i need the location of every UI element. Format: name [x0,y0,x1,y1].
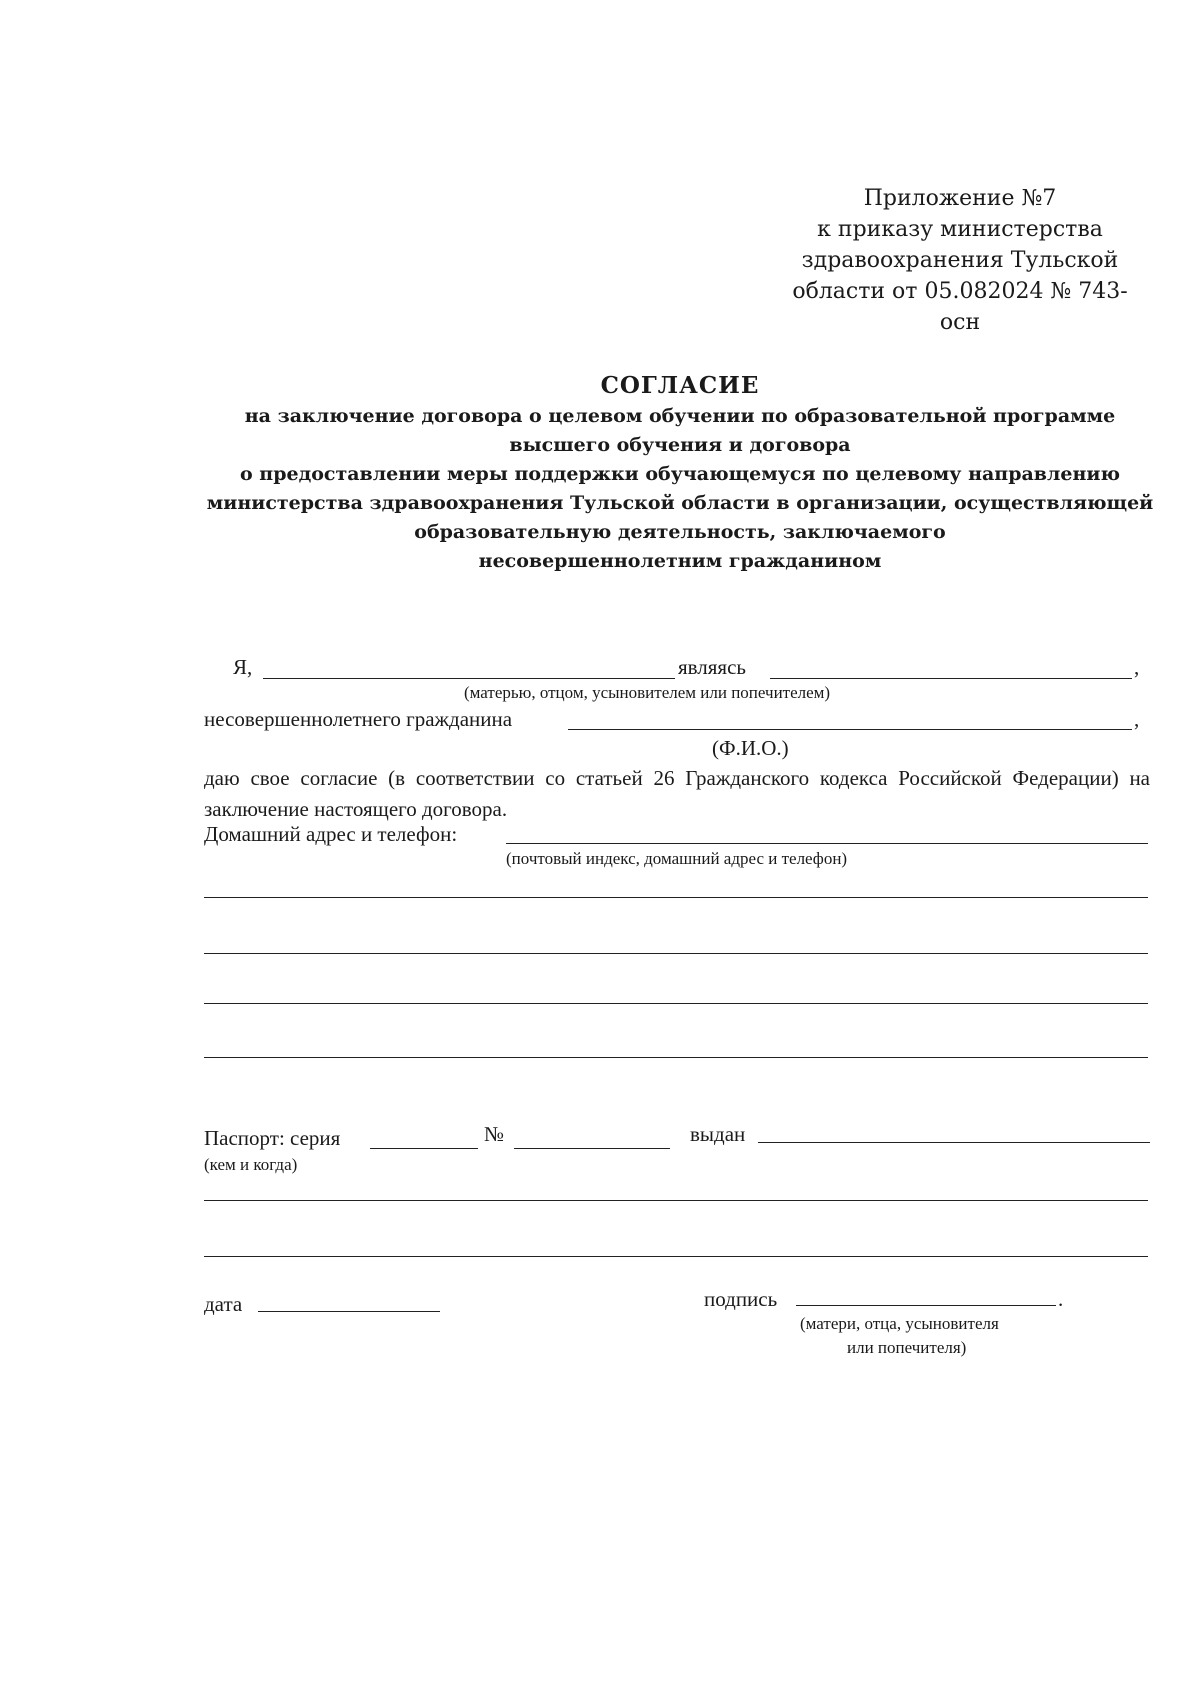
signature-field[interactable] [796,1305,1056,1306]
issued-caption: (кем и когда) [204,1155,298,1174]
yavlyayas-label: являясь [678,655,746,679]
passport-issued-field[interactable] [758,1142,1150,1143]
signature-caption-line-1: (матери, отца, усыновителя [800,1314,999,1333]
issued-label: выдан [690,1122,746,1146]
signature-end: . [1058,1287,1064,1311]
appendix-line: Приложение №7 [863,186,1057,211]
parent-role-caption: (матерью, отцом, усыновителем или попечителем) [464,683,831,702]
title-main: СОГЛАСИЕ [600,372,760,399]
minor-label: несовершеннолетнего гражданина [204,707,513,731]
date-label: дата [204,1292,243,1316]
address-caption: (почтовый индекс, домашний адрес и телефон) [506,849,848,868]
ya-label: Я, [233,655,253,679]
passport-number-field[interactable] [514,1148,670,1149]
passport-series-field[interactable] [370,1148,478,1149]
issued-line[interactable] [204,1256,1148,1257]
address-line[interactable] [204,897,1148,898]
signature-label: подпись [704,1287,778,1311]
date-field[interactable] [258,1311,440,1312]
passport-label: Паспорт: серия [204,1126,341,1150]
title-sub-line: о предоставлении меры поддержки обучающемуся по целевому направлению [240,463,1120,485]
parent-role-field[interactable] [770,678,1132,679]
address-line[interactable] [204,1057,1148,1058]
address-line[interactable] [204,1003,1148,1004]
appendix-header [780,183,1140,338]
number-label: № [484,1122,505,1146]
appendix-line: осн [939,310,981,335]
comma: , [1134,707,1140,731]
title-sub-line: образовательную деятельность, заключаемого [414,521,946,543]
address-line[interactable] [204,953,1148,954]
fio-caption: (Ф.И.О.) [712,736,789,760]
comma: , [1134,655,1140,679]
issued-line[interactable] [204,1200,1148,1201]
consent-text: даю свое согласие (в соответствии со статьей 26 Гражданского кодекса Российской Федерации) на заключение настоящего договора. [204,766,1150,821]
appendix-line: к приказу министерства [817,217,1103,242]
address-label: Домашний адрес и телефон: [204,822,458,846]
minor-name-field[interactable] [568,729,1132,730]
title-sub-line: несовершеннолетним гражданином [478,550,882,572]
parent-name-field[interactable] [263,678,675,679]
title-sub-line: министерства здравоохранения Тульской области в организации, осуществляющей [206,492,1154,514]
title-sub-line: на заключение договора о целевом обучении по образовательной программе [244,405,1116,427]
title-sub-line: высшего обучения и договора [509,434,851,456]
document-title [180,370,1180,576]
appendix-line: здравоохранения Тульской [801,248,1119,273]
signature-caption-line-2: или попечителя) [847,1338,967,1357]
appendix-line: области от 05.082024 № 743- [792,279,1128,304]
address-field[interactable] [506,843,1148,844]
